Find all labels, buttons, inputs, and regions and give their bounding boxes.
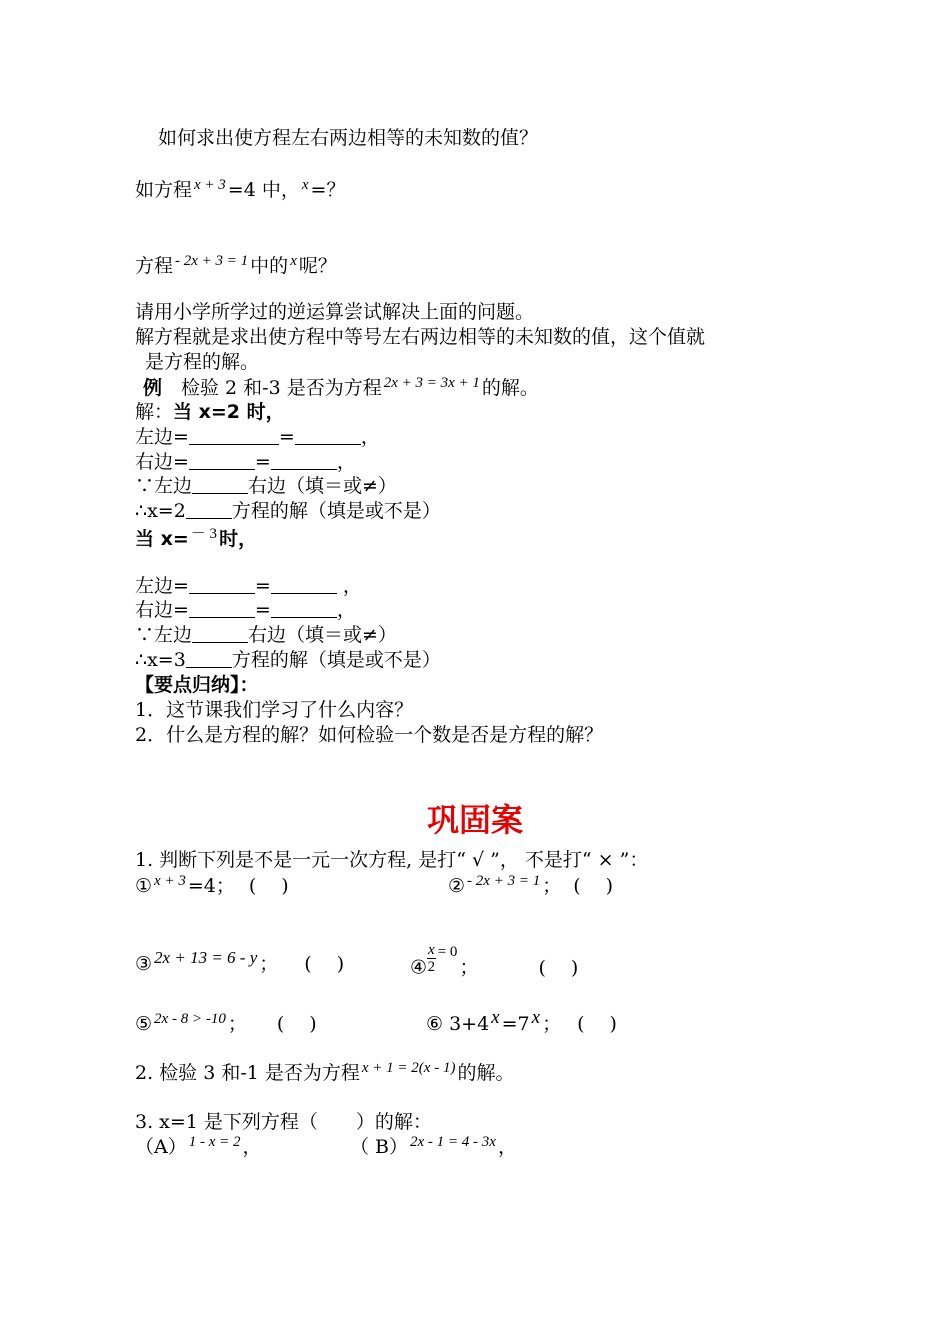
exercise-1-prompt: 1. 判断下列是不是一元一次方程, 是打“ √ ”， 不是打“ × ”： bbox=[135, 849, 649, 871]
fraction-numerator: x bbox=[428, 942, 435, 958]
text: 方程 bbox=[135, 255, 174, 277]
intro-example-1 bbox=[135, 178, 345, 204]
answer-blank[interactable] bbox=[186, 649, 232, 668]
intro-prompt: 请用小学所学过的逆运算尝试解决上面的问题。 bbox=[135, 301, 535, 323]
text: ， bbox=[336, 451, 356, 473]
exercise-2 bbox=[135, 1061, 514, 1087]
text: ， bbox=[360, 426, 380, 448]
exercise-1-item-5 bbox=[135, 1012, 317, 1038]
text: ∵左边 bbox=[135, 624, 193, 646]
text: 检验 2 和-3 是否为方程 bbox=[162, 377, 382, 399]
text: ， bbox=[497, 1136, 517, 1158]
example-label: 例 bbox=[143, 377, 163, 399]
math-expression: 2x - 1 = 4 - 3x bbox=[410, 1134, 496, 1150]
text: 当 x= bbox=[135, 528, 189, 550]
text: 呢？ bbox=[298, 255, 337, 277]
solution-case-1-head bbox=[135, 400, 285, 424]
item-number: ③ bbox=[135, 953, 153, 975]
exercise-1-item-3 bbox=[135, 948, 345, 977]
option-label: （ B） bbox=[350, 1136, 409, 1158]
text: = bbox=[254, 451, 271, 473]
answer-blank[interactable] bbox=[192, 475, 248, 494]
text: 方程的解（填是或不是） bbox=[231, 500, 441, 522]
exercise-3-prompt: 3. x=1 是下列方程（ ）的解： bbox=[135, 1111, 432, 1133]
math-expression: 2x - 8 > -10 bbox=[154, 1011, 226, 1027]
answer-blank[interactable] bbox=[192, 624, 248, 643]
math-expression: 2x + 13 = 6 - y bbox=[154, 948, 258, 967]
math-expression: 2x + 3 = 3x + 1 bbox=[383, 375, 480, 391]
answer-parentheses[interactable]: ( ) bbox=[276, 1013, 317, 1035]
answer-blank[interactable] bbox=[271, 575, 337, 594]
item-number: ⑤ bbox=[135, 1013, 153, 1035]
text: ∴x=2 bbox=[135, 500, 186, 522]
math-expression: 1 - x = 2 bbox=[188, 1134, 241, 1150]
text: 左边= bbox=[135, 426, 189, 448]
text: 的解。 bbox=[481, 377, 539, 399]
definition-line-1: 解方程就是求出使方程中等号左右两边相等的未知数的值，这个值就 bbox=[135, 326, 706, 348]
math-variable: x bbox=[531, 1007, 541, 1028]
answer-blank[interactable] bbox=[271, 451, 337, 470]
text: =7 bbox=[501, 1013, 530, 1035]
math-value: － 3 bbox=[190, 526, 218, 542]
text: 右边= bbox=[135, 451, 189, 473]
text: ， bbox=[336, 599, 356, 621]
answer-parentheses[interactable]: ( ) bbox=[538, 956, 579, 979]
math-expression: x + 3 bbox=[154, 873, 186, 889]
item-number: ② bbox=[448, 875, 466, 897]
example-statement bbox=[143, 376, 539, 402]
fraction-denominator: 2 bbox=[427, 959, 436, 975]
case1-because-line bbox=[135, 474, 397, 498]
summary-heading: 【要点归纳】： bbox=[135, 674, 259, 696]
item-number: ① bbox=[135, 875, 153, 897]
answer-blank[interactable] bbox=[295, 426, 361, 445]
text: 右边（填＝或≠） bbox=[248, 475, 397, 497]
summary-item-1: 1．这节课我们学习了什么内容？ bbox=[135, 699, 414, 721]
definition-line-2: 是方程的解。 bbox=[145, 351, 260, 373]
answer-parentheses[interactable]: ( ) bbox=[577, 1013, 617, 1035]
text: ； bbox=[542, 1013, 562, 1035]
text: 方程的解（填是或不是） bbox=[231, 649, 441, 671]
answer-blank[interactable] bbox=[189, 426, 279, 445]
text: ； bbox=[227, 1013, 247, 1035]
text: = bbox=[254, 575, 271, 597]
text: 时， bbox=[219, 528, 258, 550]
math-expression: = 0 bbox=[437, 943, 458, 960]
exercise-3-option-b bbox=[350, 1135, 517, 1161]
answer-blank[interactable] bbox=[186, 500, 232, 519]
text: 右边= bbox=[135, 599, 189, 621]
exercise-1-item-1 bbox=[135, 874, 289, 900]
exercise-1-item-2 bbox=[448, 874, 613, 900]
math-variable: x bbox=[491, 1007, 500, 1028]
math-variable: x bbox=[290, 253, 297, 269]
text: ； bbox=[542, 875, 562, 897]
answer-parentheses[interactable]: ( ) bbox=[573, 875, 614, 897]
case-heading: 当 x=2 时， bbox=[173, 401, 285, 423]
text: ∵左边 bbox=[135, 475, 193, 497]
case2-right-line bbox=[135, 598, 356, 622]
text: 中的 bbox=[250, 255, 289, 277]
text: = bbox=[254, 599, 271, 621]
answer-parentheses[interactable]: ( ) bbox=[304, 953, 345, 975]
text: ∴x=3 bbox=[135, 649, 186, 671]
intro-example-2 bbox=[135, 254, 337, 280]
text: 的解。 bbox=[457, 1062, 515, 1084]
answer-parentheses[interactable]: ( ) bbox=[248, 875, 289, 897]
text: 左边= bbox=[135, 575, 189, 597]
math-variable: x bbox=[301, 177, 309, 193]
text: ； bbox=[459, 956, 479, 979]
math-expression: - 2x + 3 = 1 bbox=[467, 873, 541, 889]
math-expression: x + 1 = 2(x - 1) bbox=[361, 1060, 456, 1076]
text: =4； bbox=[187, 875, 235, 897]
text: 2. 检验 3 和-1 是否为方程 bbox=[135, 1062, 360, 1084]
case1-therefore-line bbox=[135, 499, 441, 523]
exercise-1-item-6 bbox=[426, 1007, 617, 1037]
exercise-1-item-4 bbox=[410, 942, 579, 985]
answer-blank[interactable] bbox=[271, 599, 337, 618]
section-title: 巩固案 bbox=[426, 801, 523, 839]
option-label: （A） bbox=[135, 1136, 187, 1158]
item-number: ⑥ 3+4 bbox=[426, 1013, 490, 1035]
text: =？ bbox=[310, 179, 346, 201]
summary-item-2: 2．什么是方程的解？如何检验一个数是否是方程的解？ bbox=[135, 724, 604, 746]
case2-because-line bbox=[135, 623, 397, 647]
text: ， bbox=[336, 575, 362, 597]
answer-blank[interactable] bbox=[189, 575, 255, 594]
math-expression: - 2x + 3 = 1 bbox=[175, 253, 249, 269]
intro-question: 如何求出使方程左右两边相等的未知数的值？ bbox=[158, 127, 539, 149]
case1-right-line bbox=[135, 450, 356, 474]
text: ， bbox=[242, 1136, 262, 1158]
text: ； bbox=[259, 953, 279, 975]
answer-blank[interactable] bbox=[189, 451, 255, 470]
case2-left-line bbox=[135, 574, 362, 598]
math-expression: x + 3 bbox=[194, 177, 226, 193]
text: 右边（填＝或≠） bbox=[248, 624, 397, 646]
solution-case-2-head bbox=[135, 527, 257, 553]
text: =4 中， bbox=[227, 179, 300, 201]
case1-left-line bbox=[135, 425, 380, 449]
text: = bbox=[278, 426, 295, 448]
answer-blank[interactable] bbox=[189, 599, 255, 618]
fraction bbox=[427, 942, 436, 975]
text: 解： bbox=[135, 401, 174, 423]
item-number: ④ bbox=[410, 956, 428, 979]
exercise-3-option-a bbox=[135, 1135, 262, 1161]
case2-therefore-line bbox=[135, 648, 441, 672]
text: 如方程 bbox=[135, 179, 193, 201]
